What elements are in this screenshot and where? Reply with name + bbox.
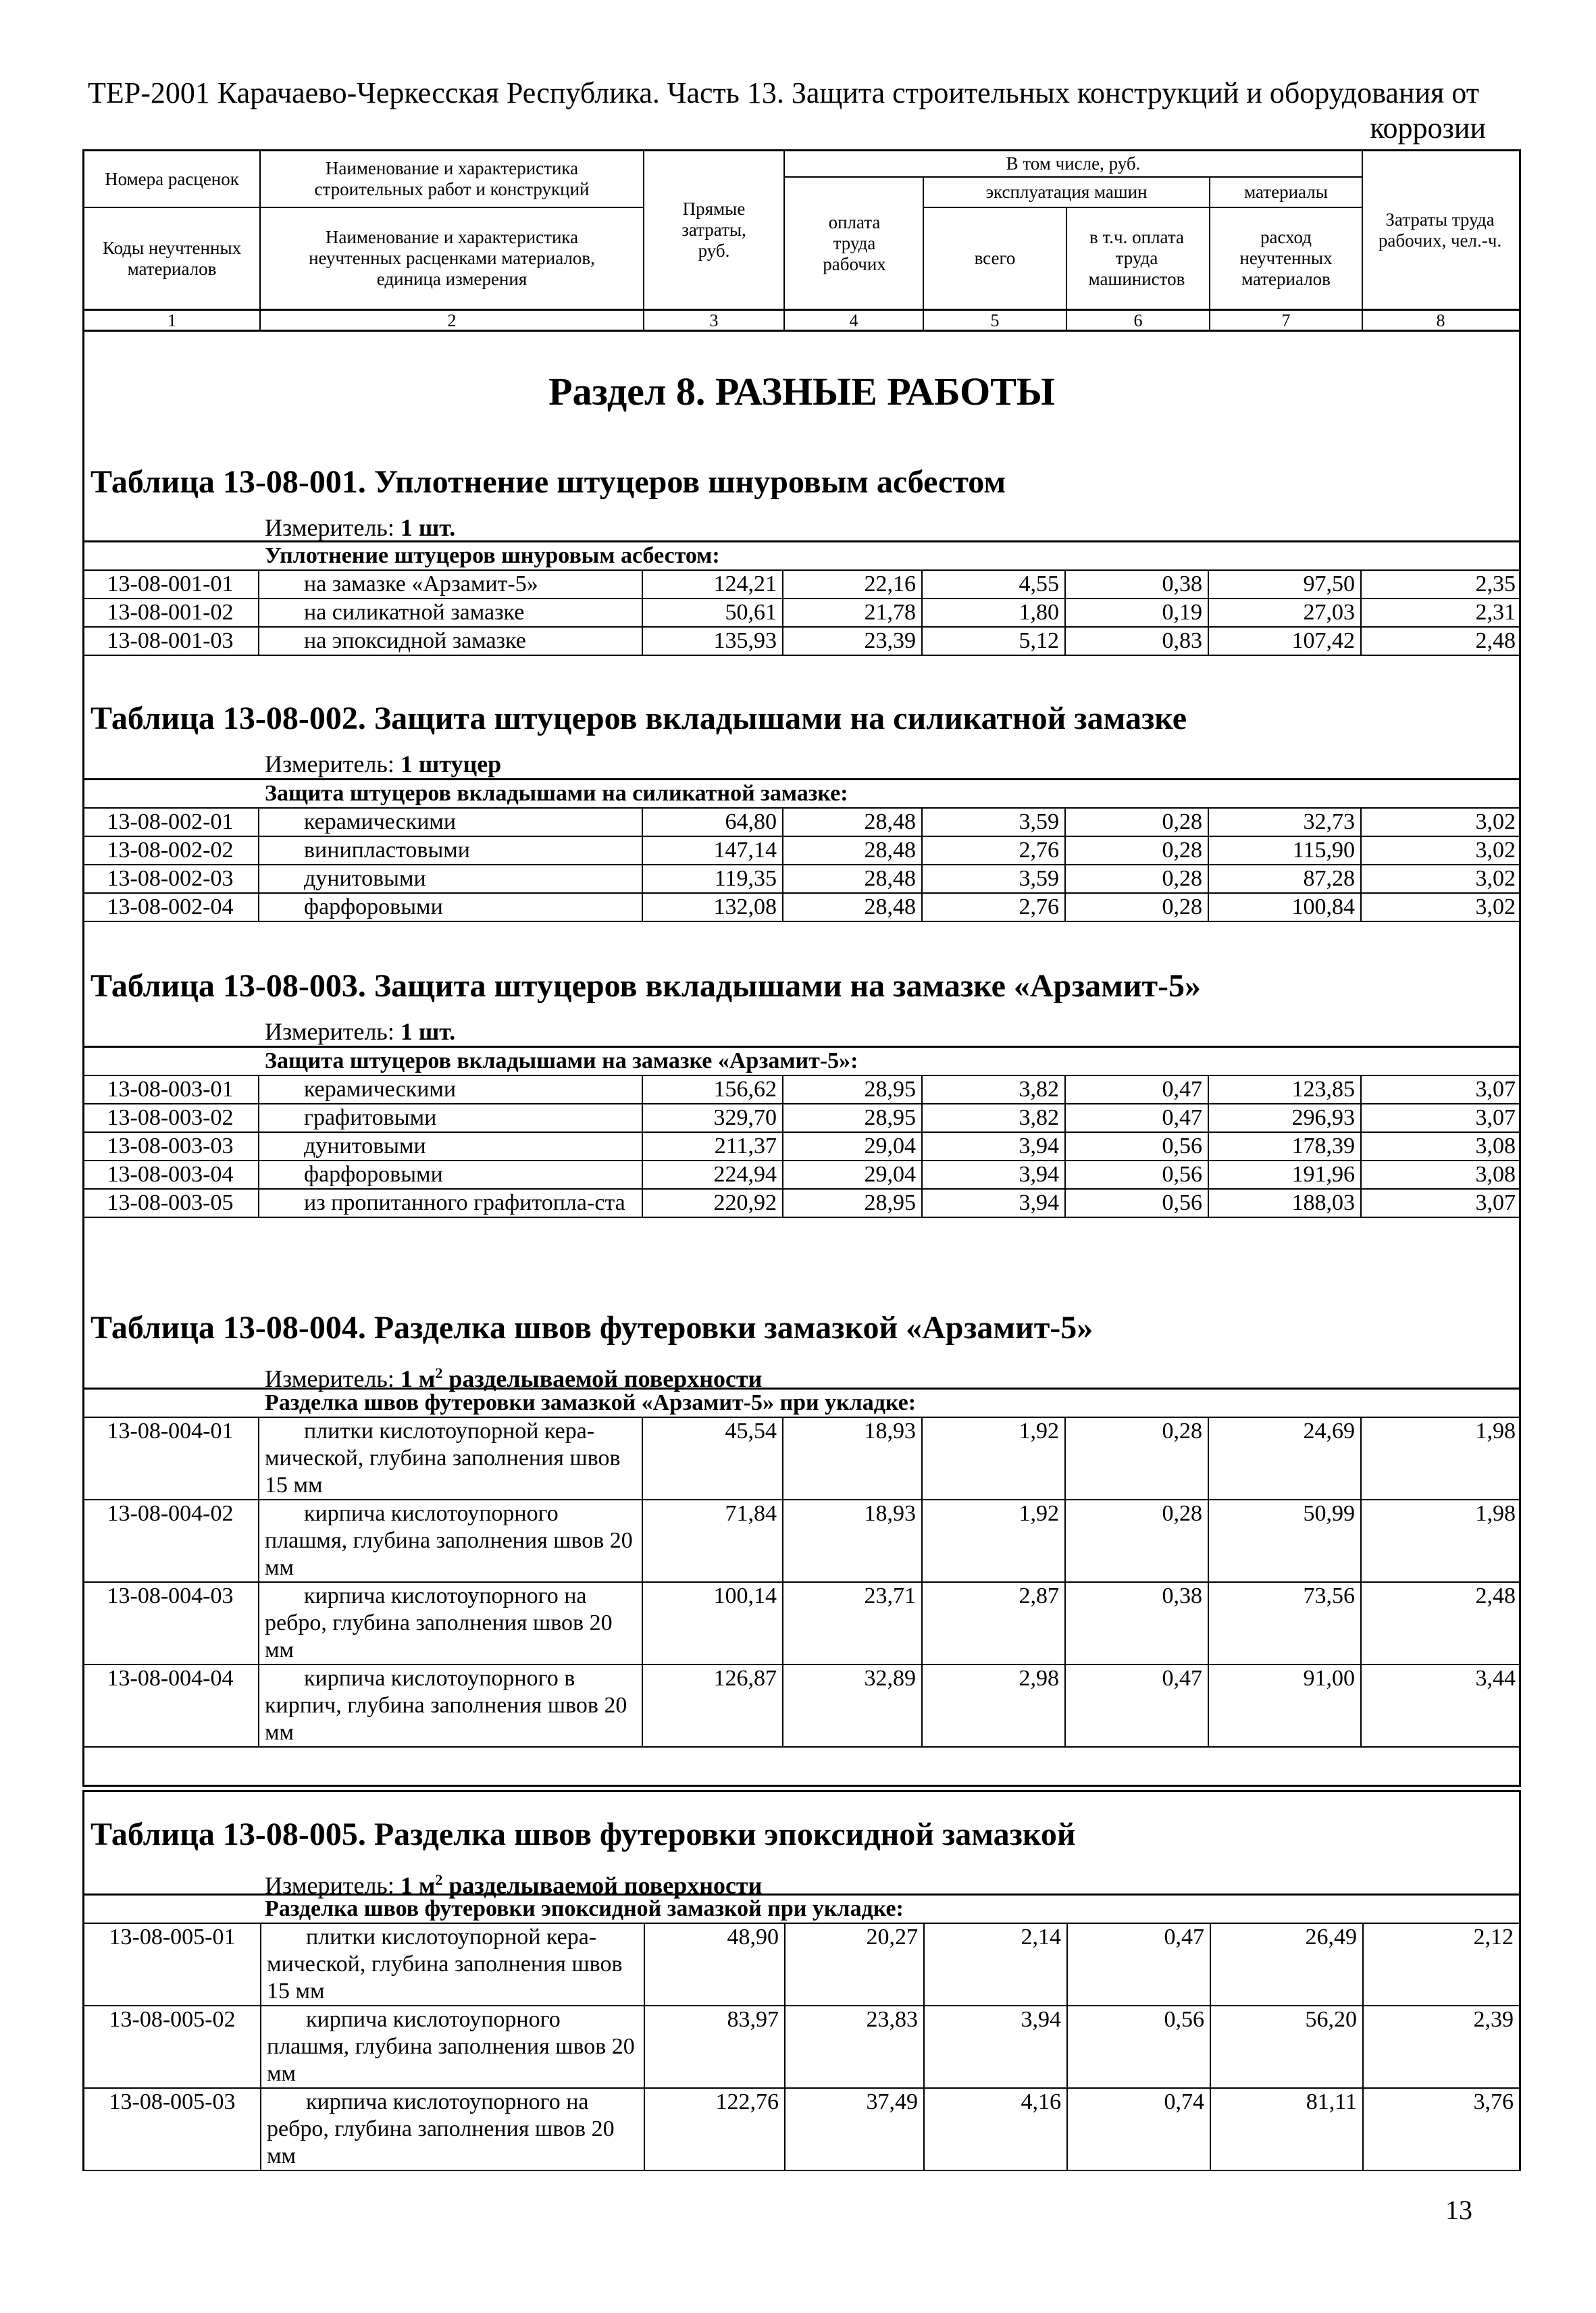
measure-unit: Измеритель: 1 штуцер: [265, 751, 502, 778]
table-rows: [82, 778, 1521, 922]
table-row: 13-08-002-03 дунитовыми 119,35 28,48 3,59 0,28 87,28 3,02: [82, 865, 1521, 894]
table-rows: [82, 1388, 1521, 1748]
col-num-1: 1: [168, 311, 176, 330]
column-numbers-row: [82, 309, 1521, 332]
group-heading: Защита штуцеров вкладышами на силикатной замазке:: [265, 781, 848, 806]
col-num-2: 2: [447, 311, 457, 330]
table-row: 13-08-001-01 на замазке «Арзамит-5» 124,21 22,16 4,55 0,38 97,50 2,35: [82, 571, 1521, 599]
col-num-5: 5: [990, 311, 1000, 330]
table-row: 13-08-002-04 фарфоровыми 132,08 28,48 2,76 0,28 100,84 3,02: [82, 894, 1521, 922]
table-title: Таблица 13-08-003. Защита штуцеров вкладышами на замазке «Арзамит-5»: [91, 968, 1202, 1004]
measure-unit: Измеритель: 1 шт.: [265, 514, 456, 541]
table-rows: [82, 1893, 1521, 2171]
col-num-6: 6: [1133, 311, 1143, 330]
table-row: 13-08-004-02 кирпича кислотоупорного плашмя, глубина заполнения швов 20 мм 71,84 18,93 1,92 0,28 50,99 1,98: [82, 1500, 1521, 1583]
col-num-8: 8: [1436, 311, 1445, 330]
col-num-7: 7: [1281, 311, 1291, 330]
table-row: 13-08-002-01 керамическими 64,80 28,48 3,59 0,28 32,73 3,02: [82, 809, 1521, 837]
col8-labor-hours: Затраты труда рабочих, чел.-ч.: [1378, 209, 1502, 251]
table-row: 13-08-002-02 винипластовыми 147,14 28,48 2,76 0,28 115,90 3,02: [82, 837, 1521, 865]
col-num-3: 3: [709, 311, 719, 330]
col7-materials: расход неучтенных материалов: [1239, 227, 1333, 289]
table-row: 13-08-003-02 графитовыми 329,70 28,95 3,82 0,47 296,93 3,07: [82, 1104, 1521, 1133]
materials-header: материалы: [1244, 182, 1328, 202]
group-heading: Разделка швов футеровки эпоксидной замазкой при укладке:: [265, 1896, 904, 1921]
col2-bottom: Наименование и характеристика неучтенных расценками материалов, единица измерения: [309, 227, 595, 289]
table-title: Таблица 13-08-002. Защита штуцеров вкладышами на силикатной замазке: [91, 701, 1187, 736]
col6-operators: в т.ч. оплата труда машинистов: [1088, 227, 1185, 289]
page-number: 13: [1445, 2195, 1472, 2225]
table-row: 13-08-005-02 кирпича кислотоупорного плашмя, глубина заполнения швов 20 мм 83,97 23,83 3,94 0,56 56,20 2,39: [84, 2006, 1519, 2089]
table-title: Таблица 13-08-004. Разделка швов футеровки замазкой «Арзамит-5»: [91, 1310, 1093, 1346]
col1-bottom: Коды неучтенных материалов: [102, 237, 242, 279]
header-line-2: коррозии: [1370, 111, 1486, 145]
table-row: 13-08-004-03 кирпича кислотоупорного на ребро, глубина заполнения швов 20 мм 100,14 23,71 2,87 0,38 73,56 2,48: [82, 1583, 1521, 1665]
group-header: В том числе, руб.: [1006, 153, 1141, 174]
table-row: 13-08-004-04 кирпича кислотоупорного в кирпич, глубина заполнения швов 20 мм 126,87 32,89 2,98 0,47 91,00 3,44: [82, 1665, 1521, 1748]
header-line-1: ТЕР-2001 Карачаево-Черкесская Республика. Часть 13. Защита строительных конструкций и оборудования от: [88, 76, 1479, 109]
document-header: [88, 76, 1486, 146]
col-num-4: 4: [849, 311, 858, 330]
table-row: 13-08-004-01 плитки кислотоупорной кера-мической, глубина заполнения швов 15 мм 45,54 18,93 1,92 0,28 24,69 1,98: [82, 1418, 1521, 1500]
table-header: [82, 149, 1521, 311]
table5-frame: [82, 1790, 1521, 1893]
table-row: 13-08-001-03 на эпоксидной замазке 135,93 23,39 5,12 0,83 107,42 2,48: [82, 628, 1521, 656]
col2-top: Наименование и характеристика строительных работ и конструкций: [314, 158, 590, 199]
table-row: 13-08-001-02 на силикатной замазке 50,61 21,78 1,80 0,19 27,03 2,31: [82, 599, 1521, 628]
col3-direct-costs: Прямые затраты, руб.: [681, 199, 746, 261]
table-row: 13-08-003-03 дунитовыми 211,37 29,04 3,94 0,56 178,39 3,08: [82, 1133, 1521, 1161]
measure-unit: Измеритель: 1 шт.: [265, 1018, 456, 1045]
table-title: Таблица 13-08-001. Уплотнение штуцеров шнуровым асбестом: [91, 464, 1006, 500]
table-row: 13-08-005-01 плитки кислотоупорной кера-мической, глубина заполнения швов 15 мм 48,90 20,27 2,14 0,47 26,49 2,12: [84, 1924, 1519, 2006]
col1-top: Номера расценок: [105, 168, 239, 189]
table-row: 13-08-003-04 фарфоровыми 224,94 29,04 3,94 0,56 191,96 3,08: [82, 1161, 1521, 1190]
col4-labor: оплата труда рабочих: [823, 211, 886, 274]
section-title: Раздел 8. РАЗНЫЕ РАБОТЫ: [548, 370, 1055, 413]
table-row: 13-08-005-03 кирпича кислотоупорного на ребро, глубина заполнения швов 20 мм 122,76 37,49 4,16 0,74 81,11 3,76: [84, 2089, 1519, 2171]
table-row: 13-08-003-05 из пропитанного графитопла-ста 220,92 28,95 3,94 0,56 188,03 3,07: [82, 1190, 1521, 1218]
table-title: Таблица 13-08-005. Разделка швов футеровки эпоксидной замазкой: [91, 1816, 1076, 1852]
table-rows: [82, 540, 1521, 656]
col5-total: всего: [974, 248, 1016, 268]
table-rows: [82, 1046, 1521, 1218]
group-heading: Защита штуцеров вкладышами на замазке «Арзамит-5»:: [265, 1048, 858, 1073]
machines-header: эксплуатация машин: [985, 182, 1148, 202]
group-heading: Разделка швов футеровки замазкой «Арзамит-5» при укладке:: [265, 1390, 917, 1415]
measure-unit: Измеритель: 1 $м^2$ разделываемой поверхности: [265, 1871, 763, 1899]
table-row: 13-08-003-01 керамическими 156,62 28,95 3,82 0,47 123,85 3,07: [82, 1076, 1521, 1104]
group-heading: Уплотнение штуцеров шнуровым асбестом:: [265, 543, 720, 568]
measure-unit: Измеритель: 1 $м^2$ разделываемой поверхности: [265, 1365, 763, 1392]
